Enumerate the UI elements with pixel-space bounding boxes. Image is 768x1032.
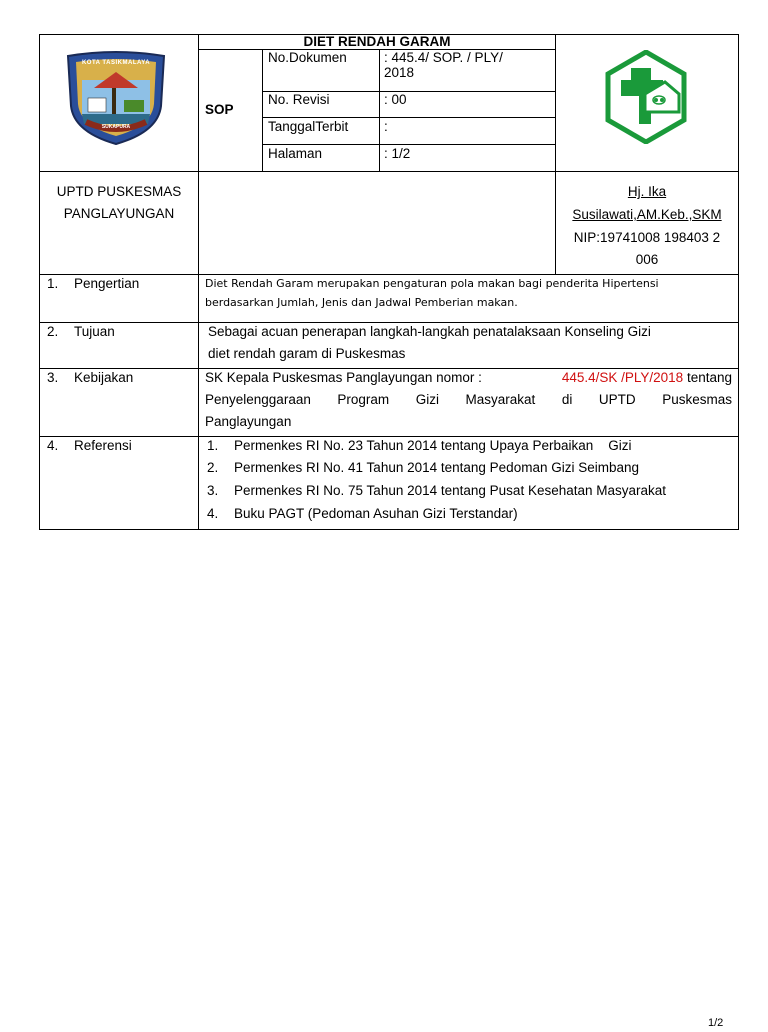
city-emblem-logo xyxy=(64,50,168,146)
reference-number: 3. xyxy=(207,483,219,498)
org-name-line1: UPTD PUSKESMAS xyxy=(56,184,182,199)
section-title-tujuan: Tujuan xyxy=(74,324,115,339)
reference-number: 1. xyxy=(207,438,219,453)
kebijakan-text-line2: Penyelenggaraan Program Gizi Masyarakat di UPTD Puskesmas xyxy=(205,392,732,407)
section-title-kebijakan: Kebijakan xyxy=(74,370,134,385)
reference-item: Permenkes RI No. 23 Tahun 2014 tentang Upaya Perbaikan Gizi xyxy=(234,438,632,453)
section-number: 4. xyxy=(47,438,59,453)
emblem-top-text: KOTA TASIKMALAYA xyxy=(81,60,151,66)
field-value-no-dokumen: : 445.4/ SOP. / PLY/ xyxy=(384,50,503,65)
kebijakan-text-post: tentang xyxy=(686,370,732,385)
kebijakan-text-line3: Panglayungan xyxy=(205,414,292,429)
section-title-referensi: Referensi xyxy=(74,438,132,453)
tujuan-text-line1: Sebagai acuan penerapan langkah-langkah penatalaksaan Konseling Gizi xyxy=(208,324,651,339)
signer-nip-line2: 006 xyxy=(635,252,659,267)
field-value-no-revisi: : 00 xyxy=(384,92,407,107)
kebijakan-text-line1 xyxy=(205,369,732,387)
sop-label: SOP xyxy=(205,102,234,117)
puskesmas-logo xyxy=(599,50,693,144)
reference-item: Permenkes RI No. 41 Tahun 2014 tentang Pedoman Gizi Seimbang xyxy=(234,460,639,475)
kebijakan-text-pre: SK Kepala Puskesmas Panglayungan nomor : xyxy=(205,370,482,385)
reference-number: 2. xyxy=(207,460,219,475)
field-label-no-revisi: No. Revisi xyxy=(268,92,330,107)
sk-number: 445.4/SK /PLY/2018 xyxy=(561,370,684,385)
page-number: 1/2 xyxy=(708,1017,724,1029)
reference-number: 4. xyxy=(207,506,219,521)
pengertian-text-line2: berdasarkan Jumlah, Jenis dan Jadwal Pemberian makan. xyxy=(205,296,518,309)
reference-item: Permenkes RI No. 75 Tahun 2014 tentang Pusat Kesehatan Masyarakat xyxy=(234,483,667,498)
field-label-halaman: Halaman xyxy=(268,146,323,161)
section-number: 1. xyxy=(47,276,59,291)
reference-item: Buku PAGT (Pedoman Asuhan Gizi Terstandar) xyxy=(234,506,518,521)
field-label-no-dokumen: No.Dokumen xyxy=(268,50,347,65)
emblem-bottom-text: SUKAPURA xyxy=(101,124,131,130)
section-number: 2. xyxy=(47,324,59,339)
signer-name-line2: Susilawati,AM.Keb.,SKM xyxy=(572,207,722,222)
signer-name-line1: Hj. Ika xyxy=(627,184,667,199)
signer-nip-line1: NIP:19741008 198403 2 xyxy=(573,230,721,245)
field-label-tanggal-terbit: TanggalTerbit xyxy=(268,119,349,134)
org-name-line2: PANGLAYUNGAN xyxy=(63,206,175,221)
field-value-no-dokumen-year: 2018 xyxy=(384,65,415,80)
pengertian-text-line1: Diet Rendah Garam merupakan pengaturan pola makan bagi penderita Hipertensi xyxy=(205,277,659,290)
section-title-pengertian: Pengertian xyxy=(74,276,140,291)
field-value-halaman: : 1/2 xyxy=(384,146,411,161)
document-title: DIET RENDAH GARAM xyxy=(303,34,451,49)
section-number: 3. xyxy=(47,370,59,385)
field-value-tanggal-terbit: : xyxy=(384,119,388,134)
tujuan-text-line2: diet rendah garam di Puskesmas xyxy=(208,346,406,361)
